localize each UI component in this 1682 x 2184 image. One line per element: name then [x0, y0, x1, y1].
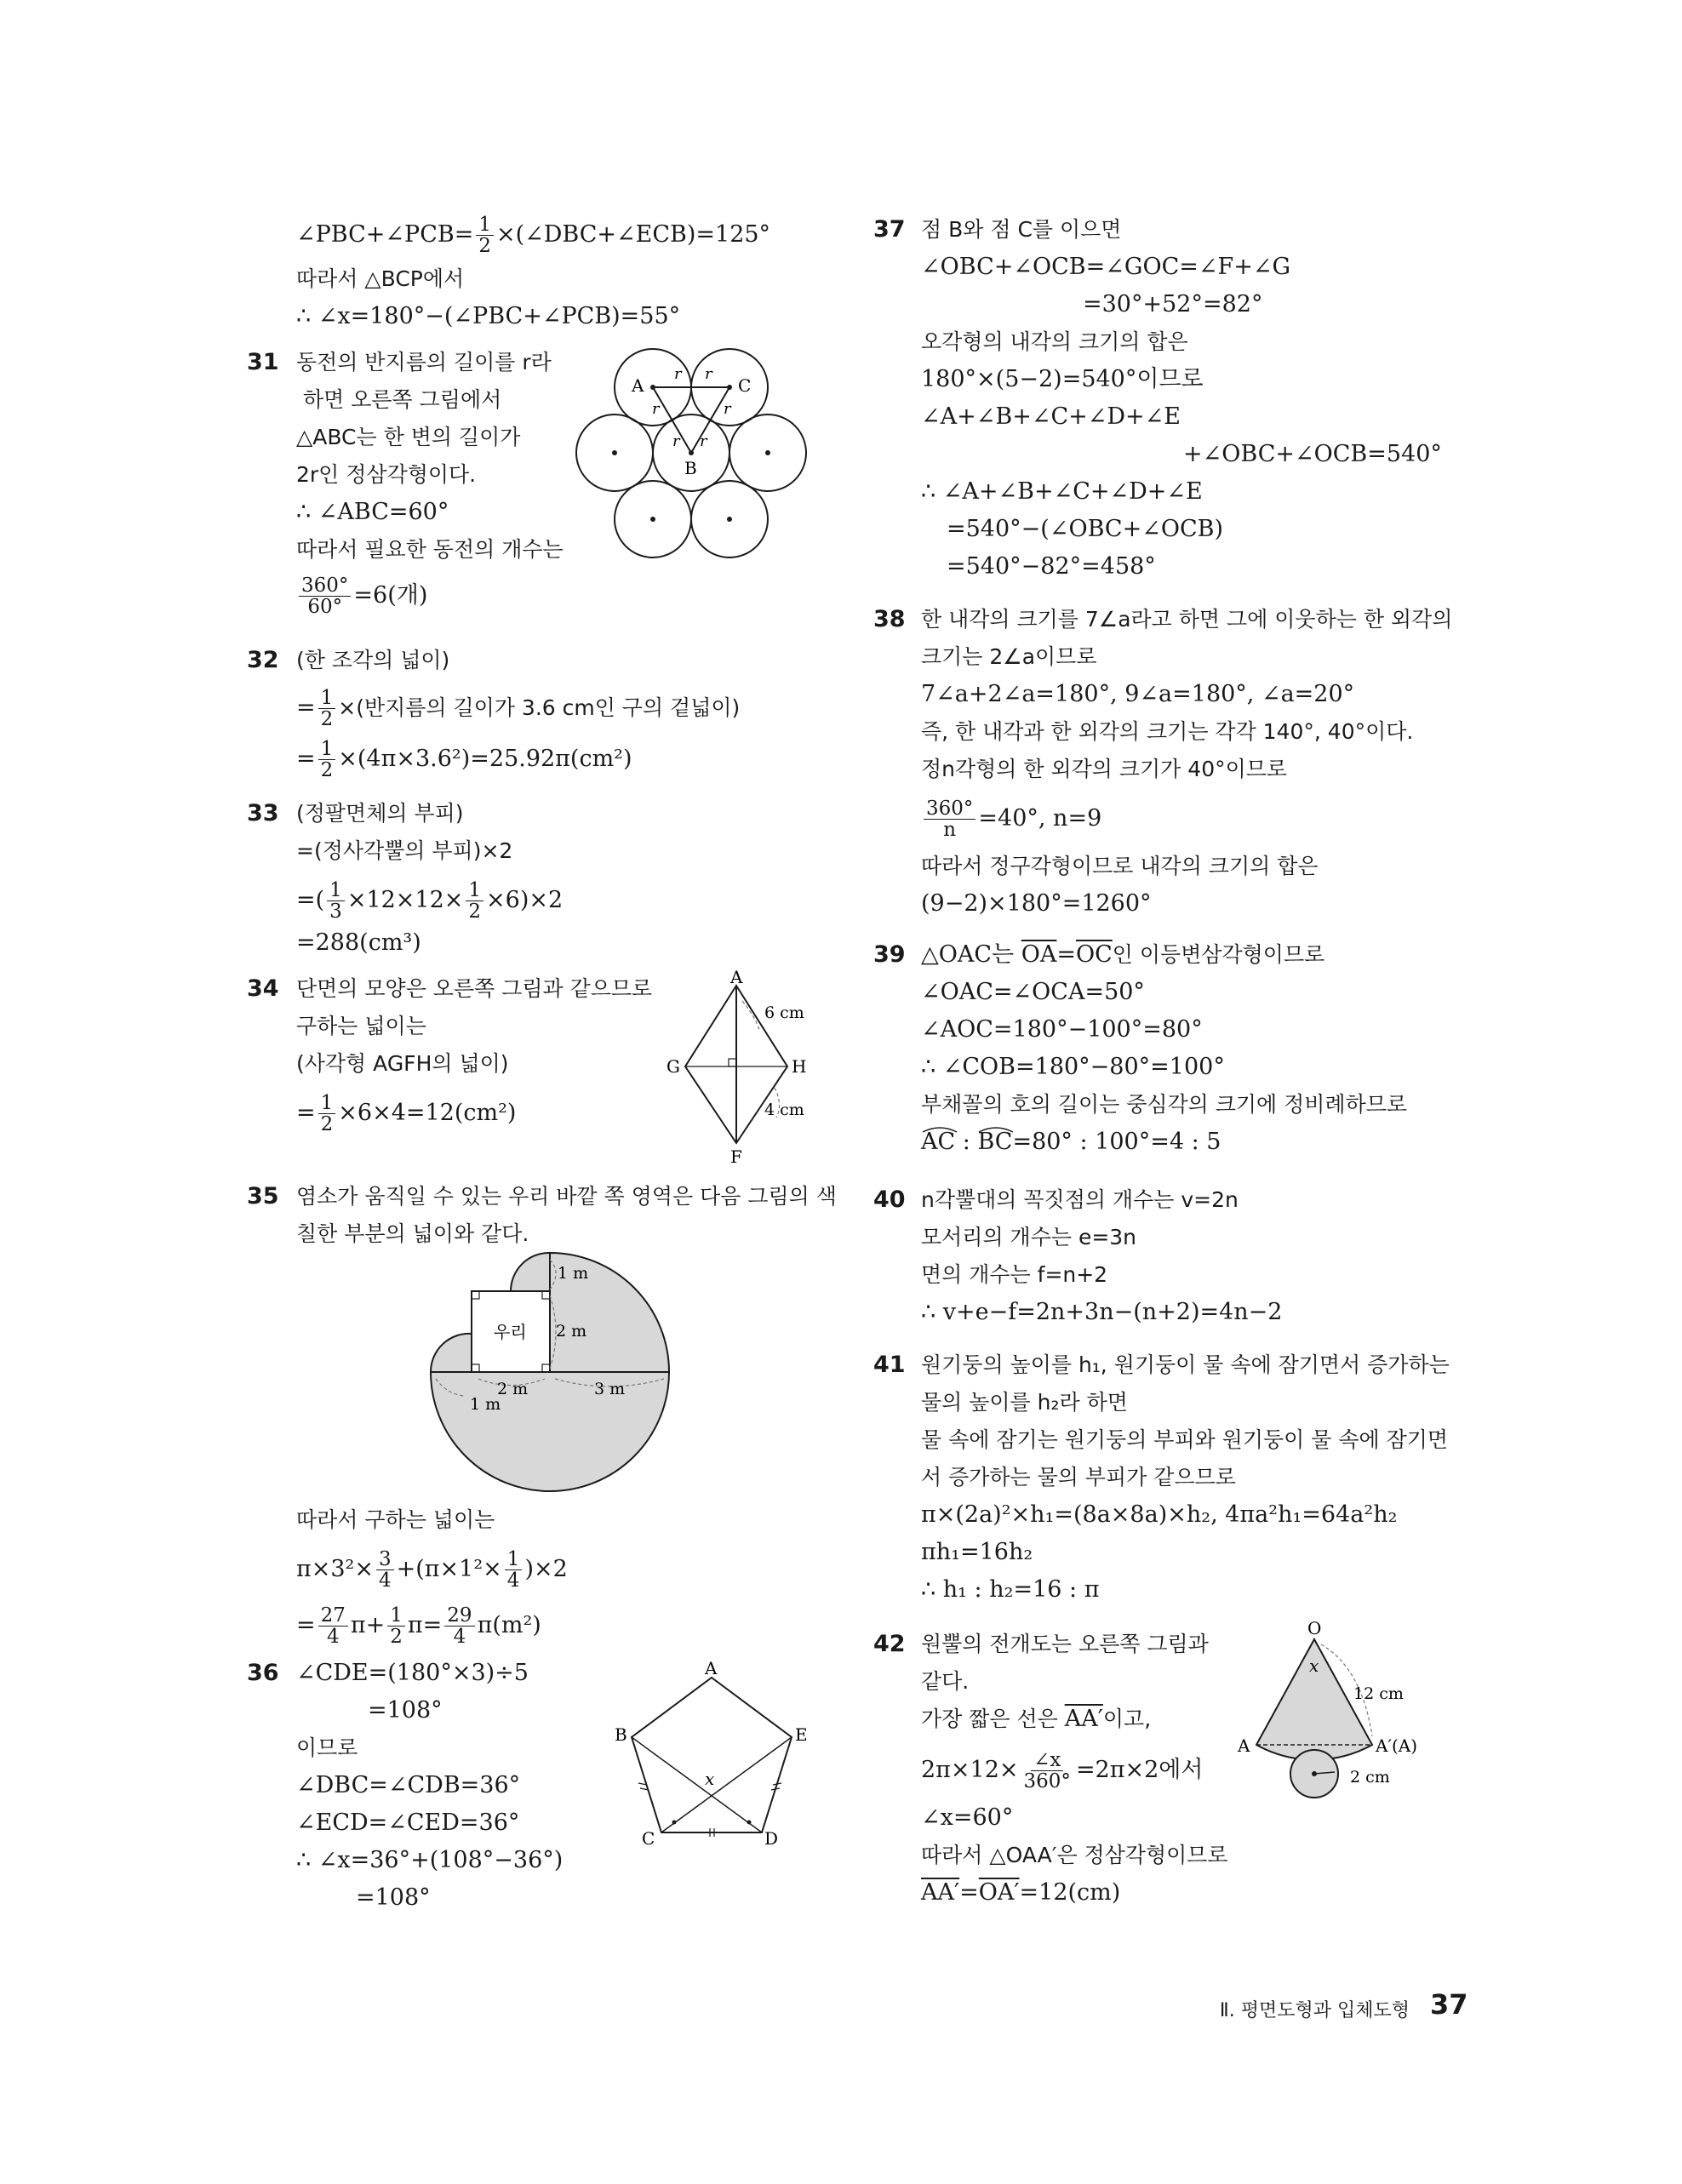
s34-line2: 구하는 넓이는	[296, 1014, 426, 1038]
cone-label-x: x	[1309, 1655, 1319, 1676]
problem-number-37: 37	[873, 216, 906, 243]
s39-line4: ∴ ∠COB=180°−80°=100°	[921, 1054, 1225, 1080]
problem-number-35: 35	[247, 1183, 279, 1209]
s39-line3: ∠AOC=180°−100°=80°	[921, 1016, 1203, 1043]
s31-line3: △ABC는 한 변의 길이가	[296, 425, 521, 449]
s41-line3: 물 속에 잠기는 원기둥의 부피와 원기둥이 물 속에 잠기면	[921, 1427, 1449, 1452]
pentagon-label-x: x	[705, 1769, 715, 1789]
s37-line2: ∠OBC+∠OCB=∠GOC=∠F+∠G	[921, 254, 1291, 280]
s40-line2: 모서리의 개수는 e=3n	[921, 1225, 1137, 1249]
s37-line4: 오각형의 내각의 크기의 합은	[921, 329, 1188, 354]
s36-line7: =108°	[356, 1884, 431, 1911]
s41-line1: 원기둥의 높이를 h₁, 원기둥이 물 속에 잠기면서 증가하는	[921, 1352, 1450, 1377]
coin-r4: r	[724, 400, 731, 418]
coin-r3: r	[652, 400, 660, 418]
coin-r5: r	[672, 432, 680, 450]
pentagon-label-c: C	[642, 1828, 655, 1849]
arc-mark-ac	[921, 1123, 958, 1134]
problem-number-36: 36	[247, 1660, 279, 1686]
s31-line5: ∴ ∠ABC=60°	[296, 499, 449, 525]
problem-number-42: 42	[873, 1631, 906, 1657]
s37-line8: ∴ ∠A+∠B+∠C+∠D+∠E	[921, 478, 1203, 505]
arc-mark-bc	[977, 1123, 1015, 1134]
footer-page-number: 37	[1430, 1988, 1468, 2021]
coin-r6: r	[700, 432, 707, 450]
s37-line1: 점 B와 점 C를 이으면	[921, 217, 1122, 242]
s38-line8: (9−2)×180°=1260°	[921, 890, 1152, 917]
s30-line2: 따라서 △BCP에서	[296, 266, 465, 291]
s40-line4: ∴ v+e−f=2n+3n−(n+2)=4n−2	[921, 1299, 1283, 1325]
s34-line1: 단면의 모양은 오른쪽 그림과 같으므로	[296, 976, 653, 1001]
s37-line3: =30°+52°=82°	[1083, 291, 1263, 317]
cone-len-12cm: 12 cm	[1353, 1684, 1404, 1703]
s41-line5: π×(2a)²×h₁=(8a×8a)×h₂, 4πa²h₁=64a²h₂	[921, 1501, 1398, 1528]
s33-line4: =288(cm³)	[296, 929, 421, 956]
s37-line10: =540°−82°=458°	[947, 553, 1156, 580]
coin-diagram	[570, 340, 817, 570]
oct-label-a: A	[730, 969, 743, 987]
s38-line6: $\frac{360^\circ}{n}$ =40°, n=9	[921, 798, 1101, 840]
s34-line3: (사각형 AGFH의 넓이)	[296, 1051, 509, 1076]
cone-label-o: O	[1307, 1618, 1322, 1638]
oct-label-f: F	[730, 1146, 742, 1167]
problem-number-38: 38	[873, 606, 906, 632]
oct-len-6cm: 6 cm	[764, 1003, 804, 1022]
s38-line4: 즉, 한 내각과 한 외각의 크기는 각각 140°, 40°이다.	[921, 719, 1414, 744]
goat-house-label: 우리	[494, 1322, 527, 1342]
goat-len-1m-top: 1 m	[558, 1264, 589, 1283]
s38-line2: 크기는 2∠a이므로	[921, 644, 1097, 669]
s42-line3: 가장 짧은 선은 AA′이고,	[921, 1706, 1152, 1732]
coin-label-b: B	[684, 458, 697, 478]
coin-r1: r	[674, 365, 682, 383]
s39-line2: ∠OAC=∠OCA=50°	[921, 979, 1145, 1005]
s38-line7: 따라서 정구각형이므로 내각의 크기의 합은	[921, 854, 1319, 878]
pentagon-diagram	[613, 1655, 817, 1851]
problem-number-40: 40	[873, 1186, 906, 1213]
s42-line4: 2π×12× $\frac{\angle x}{360^\circ}$ =2π×2에서	[921, 1749, 1204, 1792]
s32-line1: (한 조각의 넓이)	[296, 648, 450, 672]
s33-line3: =( $\frac{1}{3}$ ×12×12× $\frac{1}{2}$ ×6)×2	[296, 879, 564, 923]
s30-line3: ∴ ∠x=180°−(∠PBC+∠PCB)=55°	[296, 303, 681, 329]
s42-line1: 원뿔의 전개도는 오른쪽 그림과	[921, 1632, 1209, 1656]
octahedron-section-diagram	[664, 969, 817, 1173]
s35-line3: 따라서 구하는 넓이는	[296, 1507, 495, 1532]
s34-line4: = $\frac{1}{2}$ ×6×4=12(cm²)	[296, 1092, 517, 1135]
s32-line2: = $\frac{1}{2}$ ×(반지름의 길이가 3.6 cm인 구의 겉넓이)	[296, 687, 741, 730]
s37-line9: =540°−(∠OBC+∠OCB)	[947, 516, 1223, 542]
s38-line5: 정n각형의 한 외각의 크기가 40°이므로	[921, 757, 1288, 781]
s39-line1: △OAC는 $\overline{OA}=\overline{OC}$인 이등변삼각형이므로	[921, 941, 1325, 968]
problem-number-31: 31	[247, 349, 279, 375]
s31-line4: 2r인 정삼각형이다.	[296, 462, 477, 487]
s32-line3: = $\frac{1}{2}$ ×(4π×3.6²)=25.92π(cm²)	[296, 738, 632, 781]
s41-line2: 물의 높이를 h₂라 하면	[921, 1390, 1128, 1415]
cone-len-2cm: 2 cm	[1350, 1768, 1390, 1787]
s31-line1: 동전의 반지름의 길이를 r라	[296, 350, 552, 374]
problem-number-32: 32	[247, 647, 279, 673]
pentagon-label-b: B	[615, 1724, 627, 1745]
s37-line5: 180°×(5−2)=540°이므로	[921, 366, 1204, 392]
cone-label-a: A	[1238, 1735, 1250, 1756]
s36-line1: ∠CDE=(180°×3)÷5	[296, 1660, 529, 1686]
goat-region-diagram	[426, 1243, 681, 1498]
s42-line6: 따라서 △OAA′은 정삼각형이므로	[921, 1843, 1228, 1867]
s42-line5: ∠x=60°	[921, 1804, 1014, 1831]
oct-label-g: G	[667, 1056, 680, 1077]
s38-line1: 한 내각의 크기를 7∠a라고 하면 그에 이웃하는 한 외각의	[921, 607, 1453, 632]
goat-len-2m-bottom: 2 m	[497, 1380, 529, 1398]
goat-len-2m-side: 2 m	[556, 1322, 587, 1341]
s31-line7: $\frac{360^\circ}{60^\circ}$ =6(개)	[296, 575, 427, 617]
s40-line1: n각뿔대의 꼭짓점의 개수는 v=2n	[921, 1187, 1239, 1212]
s33-line2: =(정사각뿔의 부피)×2	[296, 838, 513, 863]
problem-number-41: 41	[873, 1352, 906, 1378]
coin-label-c: C	[738, 375, 752, 396]
s39-line5: 부채꼴의 호의 길이는 중심각의 크기에 정비례하므로	[921, 1092, 1408, 1117]
goat-len-1m-left: 1 m	[470, 1395, 501, 1414]
s42-line7: AA′=OA′=12(cm)	[921, 1879, 1121, 1906]
problem-number-34: 34	[247, 975, 279, 1002]
s38-line3: 7∠a+2∠a=180°, 9∠a=180°, ∠a=20°	[921, 681, 1355, 707]
s41-line4: 서 증가하는 물의 부피가 같으므로	[921, 1465, 1236, 1489]
s36-line5: ∠ECD=∠CED=36°	[296, 1810, 520, 1836]
problem-number-39: 39	[873, 941, 906, 968]
s37-line6: ∠A+∠B+∠C+∠D+∠E	[921, 403, 1181, 430]
pentagon-label-d: D	[764, 1828, 779, 1849]
cone-label-a-prime: A′(A)	[1376, 1735, 1418, 1756]
s36-line6: ∴ ∠x=36°+(108°−36°)	[296, 1847, 564, 1873]
s33-line1: (정팔면체의 부피)	[296, 801, 464, 826]
s35-line2: 칠한 부분의 넓이와 같다.	[296, 1221, 529, 1246]
s39-line6: AC : BC=80° : 100°=4 : 5	[921, 1127, 1221, 1158]
s35-line5: = $\frac{27}{4}$ π+ $\frac{1}{2}$ π= $\frac{29}{4}$ π(m²)	[296, 1604, 541, 1648]
s41-line7: ∴ h₁ : h₂=16 : π	[921, 1576, 1100, 1603]
s36-line3: 이므로	[296, 1735, 358, 1760]
s40-line3: 면의 개수는 f=n+2	[921, 1262, 1108, 1287]
s37-line7: +∠OBC+∠OCB=540°	[1183, 441, 1442, 467]
oct-len-4cm: 4 cm	[764, 1101, 804, 1119]
problem-number-33: 33	[247, 800, 279, 826]
s41-line6: πh₁=16h₂	[921, 1539, 1033, 1565]
s42-line2: 같다.	[921, 1669, 970, 1694]
s36-line2: =108°	[368, 1697, 443, 1724]
coin-r2: r	[705, 365, 712, 383]
oct-label-h: H	[792, 1056, 807, 1077]
footer-chapter-title: Ⅱ. 평면도형과 입체도형	[1219, 2000, 1410, 2021]
goat-len-3m: 3 m	[594, 1380, 626, 1398]
cone-net-diagram	[1226, 1617, 1456, 1821]
pentagon-label-a: A	[705, 1658, 718, 1678]
s36-line4: ∠DBC=∠CDB=36°	[296, 1772, 521, 1798]
s30-line1: ∠PBC+∠PCB= $\frac{1}{2}$ ×(∠DBC+∠ECB)=125°	[296, 214, 771, 257]
s31-line6: 따라서 필요한 동전의 개수는	[296, 537, 564, 562]
pentagon-label-e: E	[795, 1724, 808, 1745]
s35-line4: π×3²× $\frac{3}{4}$ +(π×1²× $\frac{1}{4}$ )×2	[296, 1548, 568, 1592]
coin-label-a: A	[632, 375, 644, 396]
s35-line1: 염소가 움직일 수 있는 우리 바깥 쪽 영역은 다음 그림의 색	[296, 1184, 837, 1209]
s31-line2: 하면 오른쪽 그림에서	[303, 387, 502, 412]
